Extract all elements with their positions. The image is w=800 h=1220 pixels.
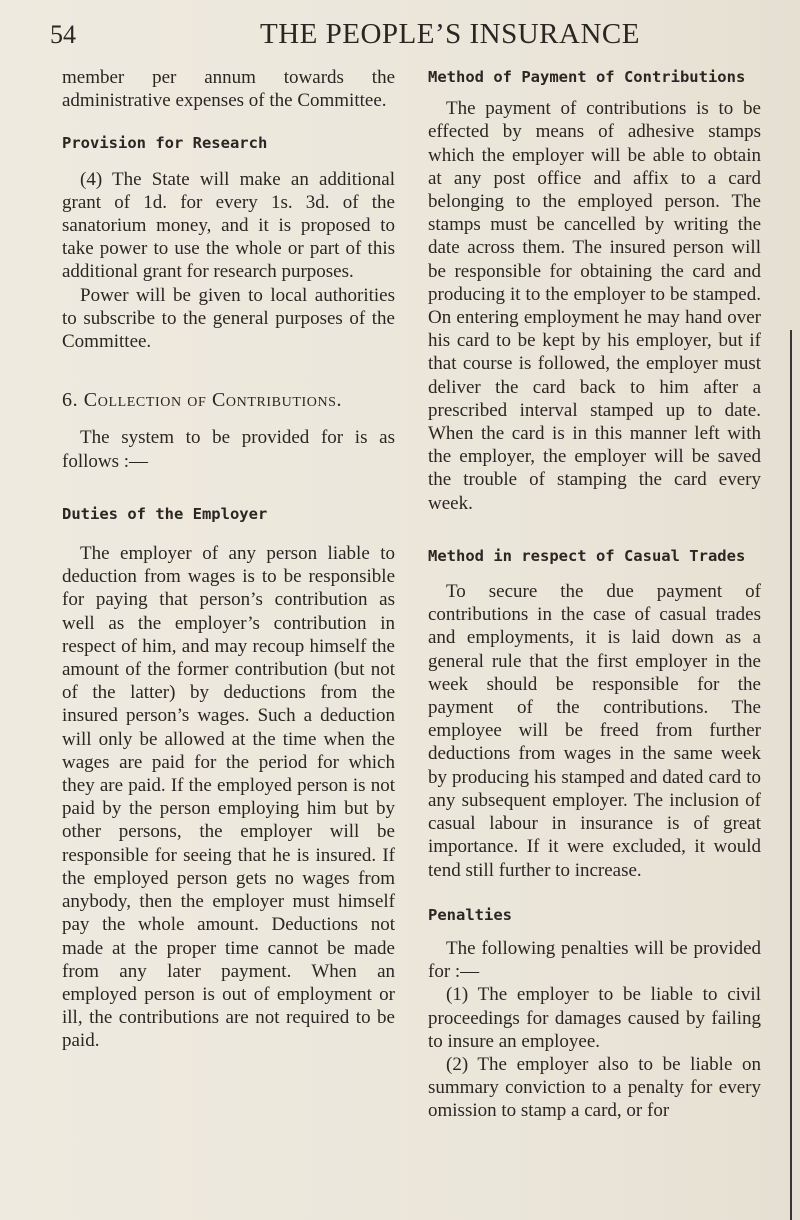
heading-duties-employer: Duties of the Employer — [62, 504, 268, 523]
heading-casual-trades: Method in respect of Casual Trades — [428, 546, 746, 565]
paragraph-casual-trades: To secure the due payment of contributions in the case of casual trades and employments, it is laid down as a general rule that the first employer in the week should be responsible for the payment of the contributions. The employee will be freed from further deductions from wages in the same week by producing his stamped and dated card to any subsequent employer. The inclusion of casual labour in insurance is of great importance. If it were excluded, it would tend still further to increase. — [428, 581, 761, 881]
right-column — [428, 66, 761, 1123]
left-column — [62, 66, 395, 1053]
paragraph-local-authorities: Power will be given to local authorities to subscribe to the general purposes of the Committee. — [62, 284, 395, 353]
paragraph-research-grant: (4) The State will make an additional grant of 1d. for every 1s. 3d. of the sanatorium money, and it is proposed to take power to use the whole or part of this additional grant for research purposes. — [62, 168, 395, 283]
running-title: THE PEOPLE’S INSURANCE — [260, 18, 640, 50]
paragraph-duties-employer: The employer of any person liable to deduction from wages is to be responsible for paying that person’s contribution as well as the employer’s contribution in respect of him, and may recoup himself the amount of the former contribution (but not of the latter) by deductions from the insured person’s wages. Such a deduction will only be allowed at the time when the wages are paid for the period for which they are paid. If the employed person is not paid by the person employing him but by other persons, the employer will be responsible for seeing that he is insured. If the employed person gets no wages from anybody, then the employer must himself pay the whole amount. Deductions not made at the proper time cannot be made from any later payment. When an employed person is out of employment or ill, the contributions are not required to be paid. — [62, 543, 395, 1052]
page-edge-rule — [790, 330, 792, 1220]
paragraph-penalties-intro: The following penalties will be provided for :— — [428, 937, 761, 983]
page-number: 54 — [50, 20, 76, 49]
paragraph-admin-expenses: member per annum towards the administrative expenses of the Committee. — [62, 67, 395, 112]
section-collection-contributions: 6. Collection of Contributions. — [62, 389, 343, 412]
running-header — [50, 16, 780, 56]
heading-penalties: Penalties — [428, 905, 512, 924]
paragraph-system: The system to be provided for is as follows :— — [62, 427, 395, 472]
penalty-item-1: (1) The employer to be liable to civil proceedings for damages caused by failing to insure an employee. — [428, 984, 761, 1052]
penalty-item-2: (2) The employer also to be liable on summary conviction to a penalty for every omission to stamp a card, or for — [428, 1053, 761, 1122]
paragraph-method-payment: The payment of contributions is to be effected by means of adhesive stamps which the employer will be able to obtain at any post office and affix to a card belonging to the employed person. The stamps must be cancelled by writing the date across them. The insured person will be responsible for obtaining the card and producing it to the employer to be stamped. On entering employment he may hand over his card to be kept by his employer, but if that course is followed, the employer must deliver the card back to him after a prescribed interval stamped up to date. When the card is in this manner left with the employer, the employer will be saved the trouble of stamping the card every week. — [428, 98, 761, 514]
heading-method-payment: Method of Payment of Contributions — [428, 68, 746, 86]
heading-provision-research: Provision for Research — [62, 134, 268, 153]
